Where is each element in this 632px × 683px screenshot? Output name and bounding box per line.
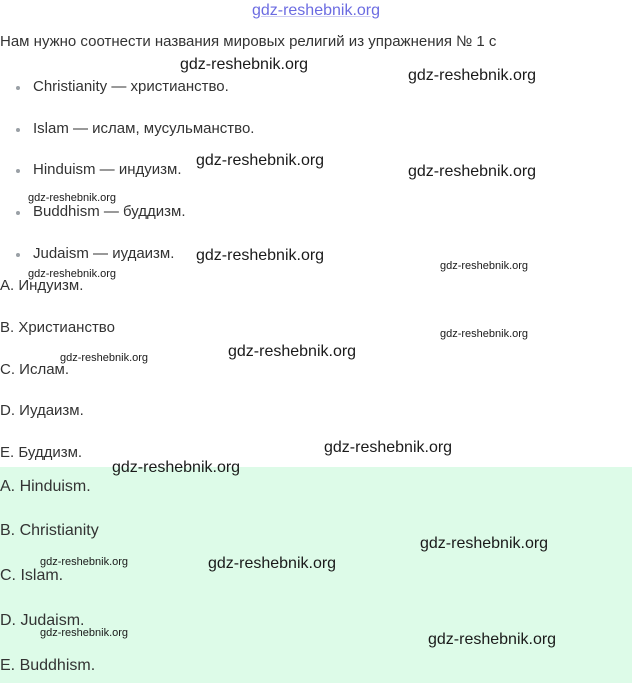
answer-a: A. Hinduism. [0,478,91,495]
watermark: gdz-reshebnik.org [60,352,149,364]
list-item-text: Hinduism — индуизм. [33,161,182,178]
option-a: A. Индуизм. [0,277,84,294]
list-item-text: Judaism — иудаизм. [33,245,175,262]
watermark: gdz-reshebnik.org [28,192,117,204]
list-item-text: Islam — ислам, мусульманство. [33,120,255,137]
bullet-dot-icon [16,86,20,90]
answer-box [0,467,632,683]
watermark: gdz-reshebnik.org [196,152,325,169]
watermark: gdz-reshebnik.org [440,260,529,272]
watermark: gdz-reshebnik.org [228,343,357,360]
watermark: gdz-reshebnik.org [180,56,309,73]
list-item-text: Buddhism — буддизм. [33,203,186,220]
option-e: E. Буддизм. [0,444,83,461]
watermark: gdz-reshebnik.org [40,627,129,639]
intro-text: Нам нужно соотнести названия мировых религий из упражнения № 1 с [0,33,497,50]
watermark: gdz-reshebnik.org [112,459,241,476]
option-b: B. Христианство [0,319,115,336]
answer-c: C. Islam. [0,567,64,584]
watermark: gdz-reshebnik.org [420,535,549,552]
bullet-dot-icon [16,128,20,132]
bullet-dot-icon [16,253,20,257]
watermark: gdz-reshebnik.org [40,556,129,568]
answer-d: D. Judaism. [0,612,85,629]
header-watermark: gdz-reshebnik.org [251,2,381,19]
watermark: gdz-reshebnik.org [428,631,557,648]
watermark: gdz-reshebnik.org [208,555,337,572]
answer-e: E. Buddhism. [0,657,96,674]
watermark: gdz-reshebnik.org [408,67,537,84]
bullet-dot-icon [16,169,20,173]
answer-b: B. Christianity [0,522,99,539]
option-c: C. Ислам. [0,361,70,378]
option-d: D. Иудаизм. [0,402,84,419]
bullet-dot-icon [16,211,20,215]
list-item-text: Christianity — христианство. [33,78,229,95]
watermark: gdz-reshebnik.org [324,439,453,456]
watermark: gdz-reshebnik.org [196,247,325,264]
watermark: gdz-reshebnik.org [28,268,117,280]
watermark: gdz-reshebnik.org [440,328,529,340]
watermark: gdz-reshebnik.org [408,163,537,180]
